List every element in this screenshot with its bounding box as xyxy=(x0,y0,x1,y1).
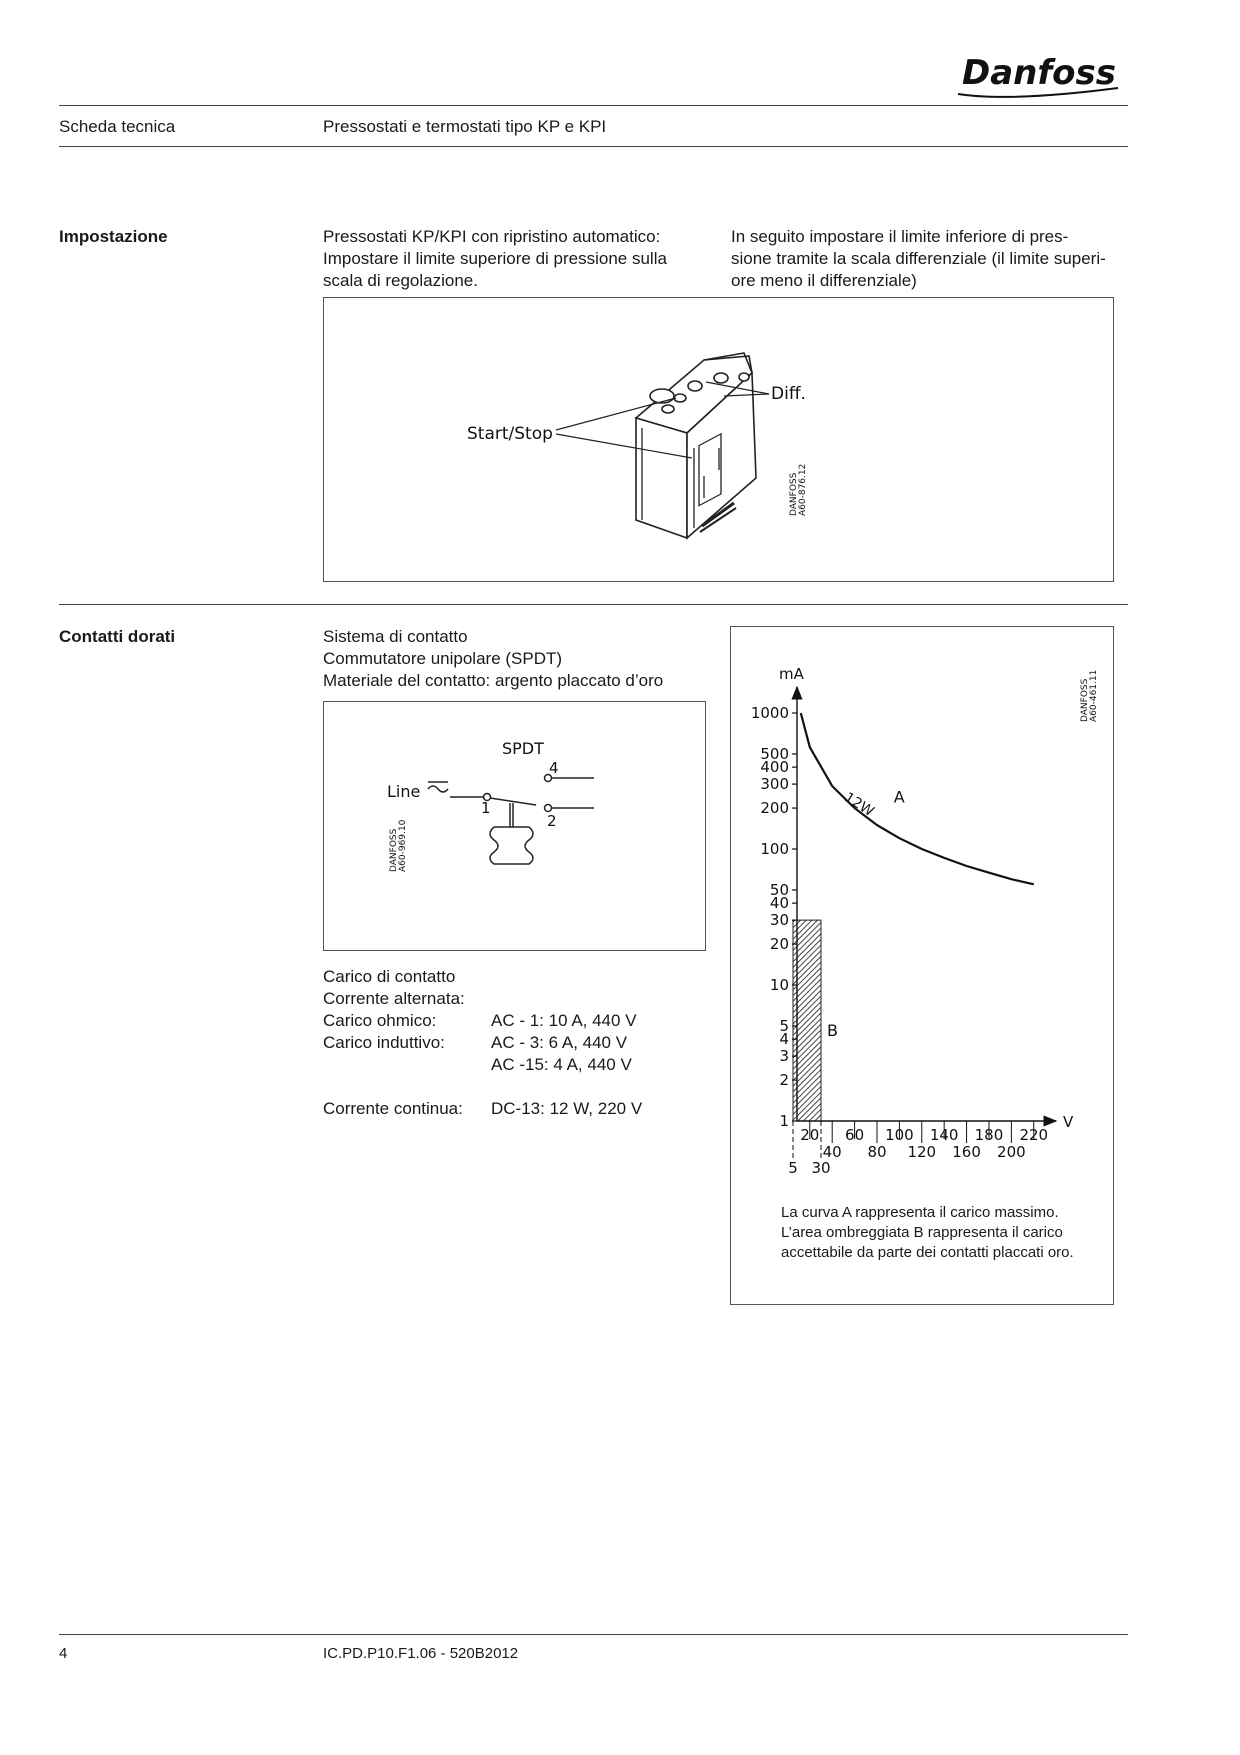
caption-line: L’area ombreggiata B rappresenta il carico xyxy=(781,1224,1063,1241)
contact-load-specs xyxy=(323,966,703,1120)
setting-text-col2 xyxy=(731,226,1131,292)
terminal-4-label: 4 xyxy=(549,759,559,777)
terminal-1-label: 1 xyxy=(481,799,491,817)
header-rule-top xyxy=(59,105,1128,106)
spdt-schematic xyxy=(324,702,705,950)
text-line: ore meno il differenziale) xyxy=(731,271,917,290)
section-heading-contacts: Contatti dorati xyxy=(59,627,176,646)
section-divider xyxy=(59,604,1128,605)
y-tick-label: 1 xyxy=(779,1112,789,1130)
logo-graphic xyxy=(950,44,1128,104)
device-left-face xyxy=(636,418,687,538)
caption-line: accettabile da parte dei contatti placcati oro. xyxy=(781,1244,1074,1261)
text-line: sione tramite la scala differenziale (il limite superi- xyxy=(731,249,1106,268)
y-tick-label: 500 xyxy=(760,744,789,763)
screw-icon xyxy=(662,405,674,413)
text-line: Pressostati KP/KPI con ripristino automatico: xyxy=(323,227,661,246)
y-tick-label: 30 xyxy=(769,911,789,930)
schematic-code-line2: A60-969.10 xyxy=(398,819,408,872)
x-tick-label: 40 xyxy=(822,1143,842,1161)
schematic-title: SPDT xyxy=(502,739,544,758)
doc-code: IC.PD.P10.F1.06 - 520B2012 xyxy=(323,1645,519,1662)
y-tick-label: 20 xyxy=(769,935,789,954)
spec-row xyxy=(323,1098,703,1120)
spec-value: AC -15: 4 A, 440 V xyxy=(491,1055,632,1074)
spec-row xyxy=(323,1032,703,1054)
y-tick-label: 5 xyxy=(779,1016,789,1035)
screw-icon xyxy=(739,373,749,381)
text-line: Materiale del contatto: argento placcato d’oro xyxy=(323,671,664,690)
device-figure-box xyxy=(323,297,1114,582)
y-tick-label: 2 xyxy=(779,1071,789,1090)
terminal-2-label: 2 xyxy=(547,812,557,830)
x-tick-label: 100 xyxy=(885,1126,914,1144)
y-axis-label: mA xyxy=(779,665,804,683)
spec-row xyxy=(323,1010,703,1032)
page-number: 4 xyxy=(59,1645,68,1662)
spdt-schematic-box xyxy=(323,701,706,951)
text-line: scala di regolazione. xyxy=(323,271,478,290)
y-tick-label: 200 xyxy=(760,799,789,818)
bellows-icon xyxy=(490,827,533,864)
x-tick-label: 80 xyxy=(867,1143,887,1161)
adjust-knob-icon xyxy=(688,381,702,391)
x-tick-label: 5 xyxy=(788,1159,798,1177)
section-heading-setting: Impostazione xyxy=(59,227,168,246)
x-tick-label: 160 xyxy=(952,1143,981,1161)
text-line: Carico di contatto xyxy=(323,967,456,986)
line-label: Line xyxy=(387,782,421,801)
x-tick-label: 140 xyxy=(929,1126,959,1144)
text-line: Sistema di contatto xyxy=(323,627,468,646)
contacts-intro xyxy=(323,626,703,692)
y-tick-label: 40 xyxy=(769,894,789,913)
chart-code-line1: DANFOSS xyxy=(1080,678,1090,722)
y-tick-label: 4 xyxy=(779,1030,789,1049)
y-tick-label: 400 xyxy=(760,758,789,777)
area-b-label: B xyxy=(826,1021,838,1041)
contact-2-icon xyxy=(545,805,552,812)
spec-label: Corrente continua: xyxy=(323,1099,463,1118)
x-tick-label: 220 xyxy=(1019,1126,1049,1144)
label-diff: Diff. xyxy=(771,384,806,404)
label-start-stop: Start/Stop xyxy=(467,424,553,444)
x-tick-label: 20 xyxy=(800,1126,820,1144)
y-tick-label: 50 xyxy=(769,880,789,899)
caption-line: La curva A rappresenta il carico massimo. xyxy=(781,1204,1059,1221)
spec-row xyxy=(323,1054,703,1076)
figure-code-line2: A60-876.12 xyxy=(798,463,808,516)
spec-value: AC - 1: 10 A, 440 V xyxy=(491,1011,637,1030)
x-tick-label: 180 xyxy=(974,1126,1004,1144)
footer-rule xyxy=(59,1634,1128,1635)
x-tick-label: 60 xyxy=(845,1126,865,1144)
curve-a-max-load xyxy=(801,713,1034,884)
setting-text-col1 xyxy=(323,226,703,292)
danfoss-logo xyxy=(950,44,1128,104)
header-rule-bottom xyxy=(59,146,1128,147)
chart-plot-layer xyxy=(751,665,1074,1177)
figure-code-line1: DANFOSS xyxy=(789,472,799,516)
x-tick-label: 120 xyxy=(907,1143,937,1161)
device-illustration xyxy=(324,298,1113,581)
ac-symbol-icon xyxy=(428,786,448,792)
cable-entry-icon xyxy=(650,389,674,403)
text-line: Corrente alternata: xyxy=(323,989,465,1008)
y-tick-label: 1000 xyxy=(750,704,789,722)
text-line: In seguito impostare il limite inferiore di pres- xyxy=(731,227,1069,246)
spec-label: Carico induttivo: xyxy=(323,1033,445,1052)
curve-power-label: 12W xyxy=(841,789,877,820)
curve-a-label: A xyxy=(893,787,905,807)
schematic-code-line1: DANFOSS xyxy=(389,828,399,872)
spec-label xyxy=(323,1054,491,1076)
x-axis-label: V xyxy=(1063,1113,1074,1131)
spec-value: AC - 3: 6 A, 440 V xyxy=(491,1033,628,1052)
text-line: Impostare il limite superiore di pressione sulla xyxy=(323,249,667,268)
y-tick-label: 300 xyxy=(760,775,789,794)
doc-type: Scheda tecnica xyxy=(59,117,176,136)
load-chart-box xyxy=(730,626,1114,1305)
spec-label: Carico ohmico: xyxy=(323,1011,437,1030)
y-tick-label: 3 xyxy=(779,1047,789,1066)
x-tick-label: 200 xyxy=(997,1143,1026,1161)
x-tick-label: 30 xyxy=(811,1159,831,1177)
y-tick-label: 10 xyxy=(769,976,789,994)
logo-text: Danfoss xyxy=(962,53,1116,93)
spec-value: DC-13: 12 W, 220 V xyxy=(491,1099,643,1118)
text-line: Commutatore unipolare (SPDT) xyxy=(323,649,563,668)
chart-caption xyxy=(781,1203,1101,1263)
contact-4-icon xyxy=(545,775,552,782)
screw-icon xyxy=(714,373,728,383)
y-tick-label: 100 xyxy=(760,840,789,858)
doc-title: Pressostati e termostati tipo KP e KPI xyxy=(323,117,607,136)
chart-code-line2: A60-461.11 xyxy=(1089,669,1099,722)
